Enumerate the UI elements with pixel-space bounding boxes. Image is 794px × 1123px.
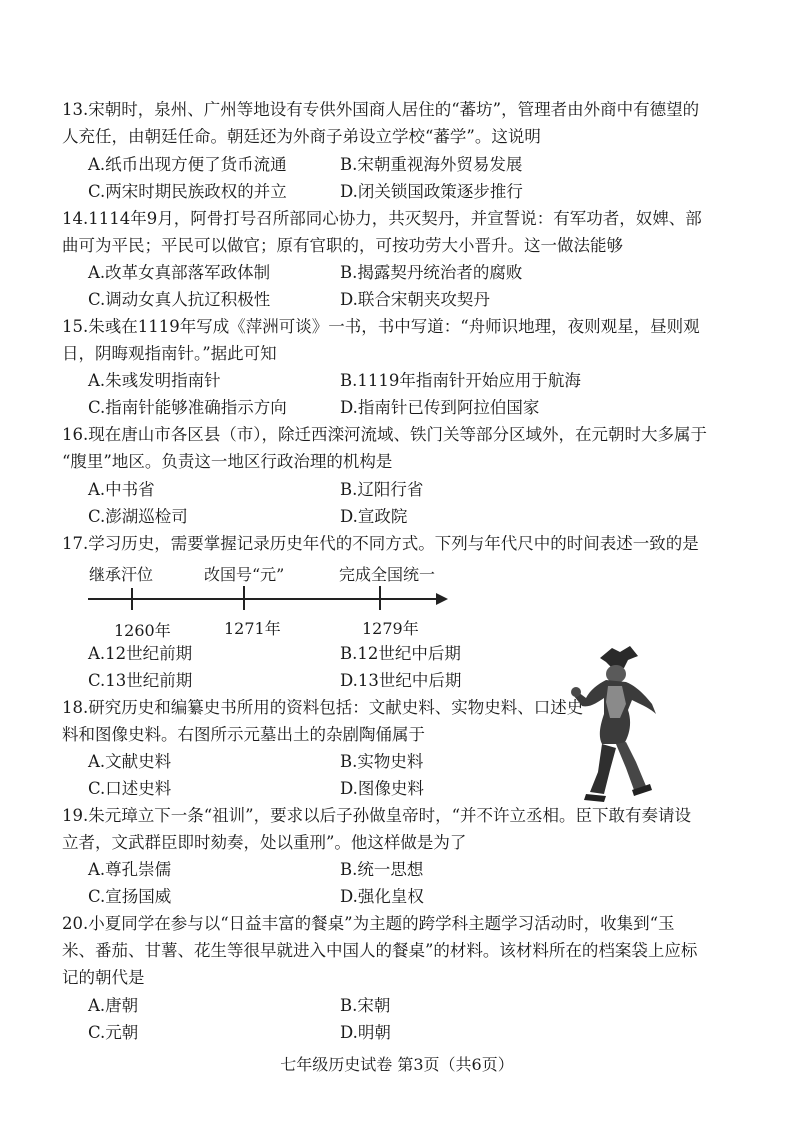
q14-option-b: B.揭露契丹统治者的腐败 (340, 263, 523, 282)
q15-option-a: A.朱彧发明指南针 (88, 371, 221, 390)
year-timeline (84, 556, 464, 646)
q16-stem-line2: “腹里”地区。负责这一地区行政治理的机构是 (62, 452, 393, 471)
q14-option-a: A.改革女真部落军政体制 (88, 263, 271, 282)
q13-stem-line2: 人充任，由朝廷任命。朝廷还为外商子弟设立学校“蕃学”。这说明 (62, 127, 541, 146)
q16-option-b: B.辽阳行省 (340, 480, 424, 499)
q19-option-b: B.统一思想 (340, 860, 424, 879)
q14-stem-line2: 曲可为平民；平民可以做官；原有官职的，可按功劳大小晋升。这一做法能够 (62, 236, 623, 255)
q16-stem-line1: 16.现在唐山市各区县（市），除迁西滦河流域、铁门关等部分区域外，在元朝时大多属于 (62, 425, 707, 444)
timeline-event-2: 改国号“元” (204, 565, 285, 584)
q14-option-c: C.调动女真人抗辽积极性 (88, 290, 271, 309)
q13-option-c: C.两宋时期民族政权的并立 (88, 182, 287, 201)
q19-option-c: C.宣扬国威 (88, 887, 172, 906)
q14-option-d: D.联合宋朝夹攻契丹 (340, 290, 490, 309)
q20-option-a: A.唐朝 (88, 996, 139, 1015)
q19-option-a: A.尊孔崇儒 (88, 860, 172, 879)
q15-option-c: C.指南针能够准确指示方向 (88, 398, 287, 417)
timeline-year-1: 1260年 (114, 621, 171, 640)
timeline-event-3: 完成全国统一 (339, 565, 436, 584)
arrow-right-icon (436, 593, 448, 605)
q17-option-a: A.12世纪前期 (88, 644, 193, 663)
q19-stem-line1: 19.朱元璋立下一条“祖训”，要求以后子孙做皇帝时，“并不许立丞相。臣下敢有奏请设 (62, 806, 692, 825)
q13-option-d: D.闭关锁国政策逐步推行 (340, 182, 523, 201)
q16-option-c: C.澎湖巡检司 (88, 507, 188, 526)
q15-option-b: B.1119年指南针开始应用于航海 (340, 371, 581, 390)
q16-option-a: A.中书省 (88, 480, 155, 499)
page-footer: 七年级历史试卷 第3页（共6页） (280, 1055, 514, 1074)
q15-option-d: D.指南针已传到阿拉伯国家 (340, 398, 540, 417)
q20-stem-line3: 记的朝代是 (62, 968, 145, 987)
q19-option-d: D.强化皇权 (340, 887, 424, 906)
q13-option-a: A.纸币出现方便了货币流通 (88, 155, 287, 174)
q18-option-c: C.口述史料 (88, 779, 172, 798)
q15-stem-line2: 日，阴晦观指南针。”据此可知 (62, 344, 277, 363)
q19-stem-line2: 立者，文武群臣即时劾奏，处以重刑”。他这样做是为了 (62, 833, 467, 852)
q18-stem-line1: 18.研究历史和编纂史书所用的资料包括：文献史料、实物史料、口述史 (62, 698, 584, 717)
q18-option-d: D.图像史料 (340, 779, 424, 798)
q13-option-b: B.宋朝重视海外贸易发展 (340, 155, 523, 174)
q20-option-b: B.宋朝 (340, 996, 391, 1015)
opera-figurine-image (560, 644, 670, 810)
q18-stem-line2: 料和图像史料。右图所示元墓出土的杂剧陶俑属于 (62, 725, 425, 744)
q20-option-c: C.元朝 (88, 1023, 139, 1042)
q17-option-c: C.13世纪前期 (88, 671, 193, 690)
timeline-year-2: 1271年 (224, 619, 281, 638)
q15-stem-line1: 15.朱彧在1119年写成《萍洲可谈》一书，书中写道：“舟师识地理，夜则观星，昼则观 (62, 317, 700, 336)
q20-option-d: D.明朝 (340, 1023, 391, 1042)
q18-option-a: A.文献史料 (88, 752, 172, 771)
q17-option-b: B.12世纪中后期 (340, 644, 461, 663)
q17-stem-line1: 17.学习历史，需要掌握记录历史年代的不同方式。下列与年代尺中的时间表述一致的是 (62, 534, 699, 553)
q14-stem-line1: 14.1114年9月，阿骨打号召所部同心协力，共灭契丹，并宣誓说：有军功者，奴婢、部 (62, 209, 702, 228)
q13-stem-line1: 13.宋朝时，泉州、广州等地设有专供外国商人居住的“蕃坊”，管理者由外商中有德望的 (62, 100, 700, 119)
timeline-event-1: 继承汗位 (89, 565, 154, 584)
timeline-year-3: 1279年 (362, 619, 419, 638)
q20-stem-line1: 20.小夏同学在参与以“日益丰富的餐桌”为主题的跨学科主题学习活动时，收集到“玉 (62, 914, 675, 933)
q17-option-d: D.13世纪中后期 (340, 671, 462, 690)
q18-option-b: B.实物史料 (340, 752, 424, 771)
q16-option-d: D.宣政院 (340, 507, 408, 526)
q20-stem-line2: 米、番茄、甘薯、花生等很早就进入中国人的餐桌”的材料。该材料所在的档案袋上应标 (62, 941, 698, 960)
